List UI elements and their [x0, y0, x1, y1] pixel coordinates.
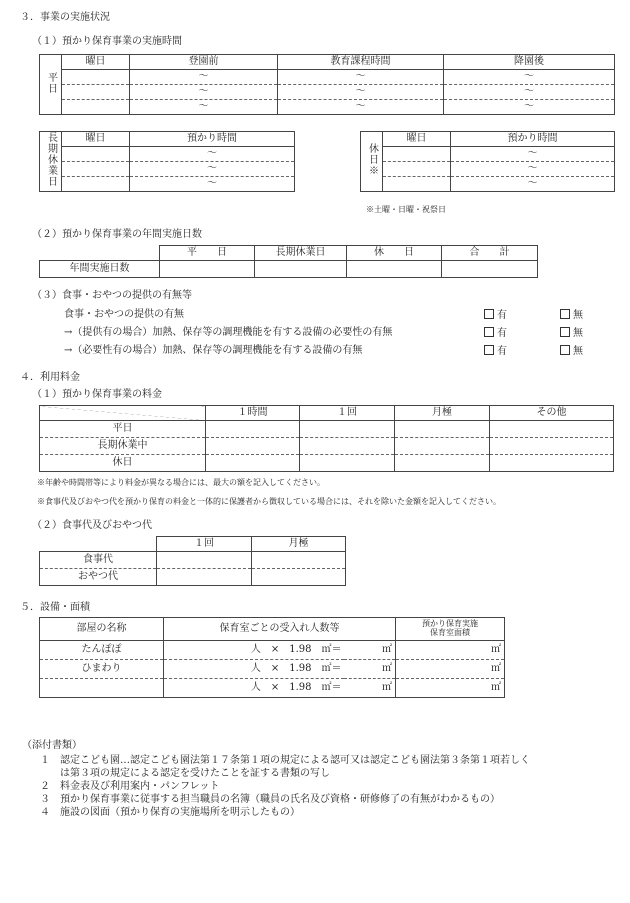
room-name: ひまわり — [40, 660, 164, 679]
long-break-row-label: 長期休業日 — [40, 132, 62, 192]
time-range[interactable]: ～ — [278, 100, 444, 115]
time-range[interactable]: ～ — [444, 100, 615, 115]
header-weekday: 曜日 — [383, 132, 451, 147]
cell[interactable] — [62, 162, 130, 177]
annual-days-label: 年間実施日数 — [40, 261, 160, 278]
room-name — [40, 679, 164, 698]
cell[interactable] — [252, 569, 346, 586]
header-1time: １回 — [157, 537, 252, 552]
attachment-text: 預かり保育事業に従事する担当職員の名簿（職員の氏名及び資格・研修修了の有無がわかるもの） — [60, 794, 500, 805]
time-range[interactable]: ～ — [451, 177, 615, 192]
cell[interactable] — [300, 421, 395, 438]
diagonal-corner — [40, 406, 206, 421]
weekday-row-label: 平日 — [40, 55, 62, 115]
fee-row-label: 長期休業中 — [40, 438, 206, 455]
unit: ㎡ — [344, 641, 396, 660]
time-range[interactable]: ～ — [451, 147, 615, 162]
unit: ㎡ — [344, 679, 396, 698]
section-4-1-heading: （１）預かり保育事業の料金 — [32, 389, 162, 400]
attachment-no: ３ — [40, 794, 50, 805]
header-capacity: 保育室ごとの受入れ人数等 — [164, 618, 396, 641]
cell[interactable] — [383, 177, 451, 192]
weekday-hours-table — [39, 54, 615, 115]
meal-fee-table — [39, 536, 346, 586]
cell[interactable] — [62, 177, 130, 192]
cell[interactable] — [157, 552, 252, 569]
food-row-2-no[interactable]: 無 — [560, 327, 583, 340]
cell[interactable] — [160, 261, 255, 278]
cell[interactable] — [206, 421, 300, 438]
time-range[interactable]: ～ — [130, 100, 278, 115]
checkbox-icon[interactable] — [484, 309, 494, 319]
attachment-no: １ — [40, 755, 50, 766]
capacity-calc[interactable]: 人 × 1.98 ㎡＝ — [164, 660, 344, 679]
cell[interactable] — [395, 455, 490, 472]
attachments-heading: （添付書類） — [22, 740, 82, 751]
area-unit[interactable]: ㎡ — [396, 660, 505, 679]
header-hours: 預かり時間 — [451, 132, 615, 147]
fee-row-label: 休日 — [40, 455, 206, 472]
cell[interactable] — [252, 552, 346, 569]
food-row-2-yes[interactable]: 有 — [484, 327, 507, 340]
fee-table — [39, 405, 614, 472]
checkbox-icon[interactable] — [560, 327, 570, 337]
holiday-row-label: 休日※ — [361, 132, 383, 192]
attachment-no: ２ — [40, 781, 50, 792]
time-range[interactable]: ～ — [130, 70, 278, 85]
fee-note-1: ※年齢や時間帯等により料金が異なる場合には、最大の額を記入してください。 — [37, 478, 325, 487]
header-monthly: 月極 — [252, 537, 346, 552]
food-row-3-yes[interactable]: 有 — [484, 345, 507, 358]
cell[interactable] — [62, 70, 130, 85]
header-1hour: １時間 — [206, 406, 300, 421]
header-weekday: 曜日 — [62, 55, 130, 70]
cell[interactable] — [490, 421, 614, 438]
fee-row-label: 平日 — [40, 421, 206, 438]
cell[interactable] — [490, 455, 614, 472]
attachment-text: 料金表及び利用案内・パンフレット — [60, 781, 220, 792]
section-5-heading: ５．設備・面積 — [20, 602, 90, 613]
room-name: たんぽぽ — [40, 641, 164, 660]
holiday-hours-table — [360, 131, 615, 192]
section-4-2-heading: （２）食事代及びおやつ代 — [32, 520, 152, 531]
checkbox-icon[interactable] — [484, 327, 494, 337]
food-row-3-no[interactable]: 無 — [560, 345, 583, 358]
time-range[interactable]: ～ — [278, 70, 444, 85]
header-total: 合 計 — [442, 246, 538, 261]
cell[interactable] — [206, 438, 300, 455]
meal-row-label: 食事代 — [40, 552, 157, 569]
attachment-text: 認定こども園…認定こども園法第１７条第１項の規定による認可又は認定こども園法第３条第１項若しく — [60, 755, 530, 766]
cell[interactable] — [157, 569, 252, 586]
header-room-name: 部屋の名称 — [40, 618, 164, 641]
header-monthly: 月極 — [395, 406, 490, 421]
meal-row-label: おやつ代 — [40, 569, 157, 586]
food-row-1-no[interactable]: 無 — [560, 309, 583, 322]
header-holiday: 休 日 — [347, 246, 442, 261]
header-area: 預かり保育実施 保育室面積 — [396, 618, 505, 641]
cell[interactable] — [206, 455, 300, 472]
attachment-text: は第３項の規定による認定を受けたことを証する書類の写し — [60, 768, 330, 779]
section-3-2-heading: （２）預かり保育事業の年間実施日数 — [32, 229, 202, 240]
corner — [40, 246, 160, 261]
attachment-text: 施設の図面（預かり保育の実施場所を明示したもの） — [60, 807, 300, 818]
food-row-2-label: →（提供有の場合）加熱、保存等の調理機能を有する設備の必要性の有無 — [64, 327, 393, 338]
section-3-3-heading: （３）食事・おやつの提供の有無等 — [32, 290, 192, 301]
capacity-calc[interactable]: 人 × 1.98 ㎡＝ — [164, 679, 344, 698]
section-3-heading: ３．事業の実施状況 — [20, 12, 110, 23]
fee-note-2: ※食事代及びおやつ代を預かり保育の料金と一体的に保護者から徴収している場合には、それを除いた金額を記入してください。 — [37, 497, 501, 506]
time-range[interactable]: ～ — [130, 162, 295, 177]
cell[interactable] — [383, 162, 451, 177]
corner — [40, 537, 157, 552]
area-unit[interactable]: ㎡ — [396, 641, 505, 660]
cell[interactable] — [383, 147, 451, 162]
time-range[interactable]: ～ — [130, 147, 295, 162]
time-range[interactable]: ～ — [130, 177, 295, 192]
cell[interactable] — [395, 438, 490, 455]
cell[interactable] — [62, 85, 130, 100]
section-3-1-heading: （１）預かり保育事業の実施時間 — [32, 36, 182, 47]
cell[interactable] — [62, 147, 130, 162]
checkbox-icon[interactable] — [484, 345, 494, 355]
cell[interactable] — [490, 438, 614, 455]
checkbox-icon[interactable] — [560, 309, 570, 319]
capacity-calc[interactable]: 人 × 1.98 ㎡＝ — [164, 641, 344, 660]
annual-days-table — [39, 245, 538, 278]
time-range[interactable]: ～ — [130, 85, 278, 100]
area-unit[interactable]: ㎡ — [396, 679, 505, 698]
header-1time: １回 — [300, 406, 395, 421]
header-after: 降園後 — [444, 55, 615, 70]
food-row-3-label: →（必要性有の場合）加熱、保存等の調理機能を有する設備の有無 — [64, 345, 363, 356]
section-4-heading: ４．利用料金 — [20, 372, 80, 383]
food-row-1-label: 食事・おやつの提供の有無 — [64, 309, 184, 320]
cell[interactable] — [62, 100, 130, 115]
attachment-no: ４ — [40, 807, 50, 818]
cell[interactable] — [300, 455, 395, 472]
header-school-hours: 教育課程時間 — [278, 55, 444, 70]
cell[interactable] — [442, 261, 538, 278]
cell[interactable] — [300, 438, 395, 455]
time-range[interactable]: ～ — [444, 85, 615, 100]
time-range[interactable]: ～ — [444, 70, 615, 85]
holiday-note: ※土曜・日曜・祝祭日 — [366, 205, 446, 214]
cell[interactable] — [255, 261, 347, 278]
time-range[interactable]: ～ — [278, 85, 444, 100]
cell[interactable] — [395, 421, 490, 438]
food-row-1-yes[interactable]: 有 — [484, 309, 507, 322]
header-weekday: 平 日 — [160, 246, 255, 261]
checkbox-icon[interactable] — [560, 345, 570, 355]
header-weekday: 曜日 — [62, 132, 130, 147]
header-hours: 預かり時間 — [130, 132, 295, 147]
unit: ㎡ — [344, 660, 396, 679]
header-other: その他 — [490, 406, 614, 421]
header-before: 登園前 — [130, 55, 278, 70]
time-range[interactable]: ～ — [451, 162, 615, 177]
header-long-break: 長期休業日 — [255, 246, 347, 261]
cell[interactable] — [347, 261, 442, 278]
long-break-hours-table — [39, 131, 295, 192]
facility-area-table — [39, 617, 505, 698]
